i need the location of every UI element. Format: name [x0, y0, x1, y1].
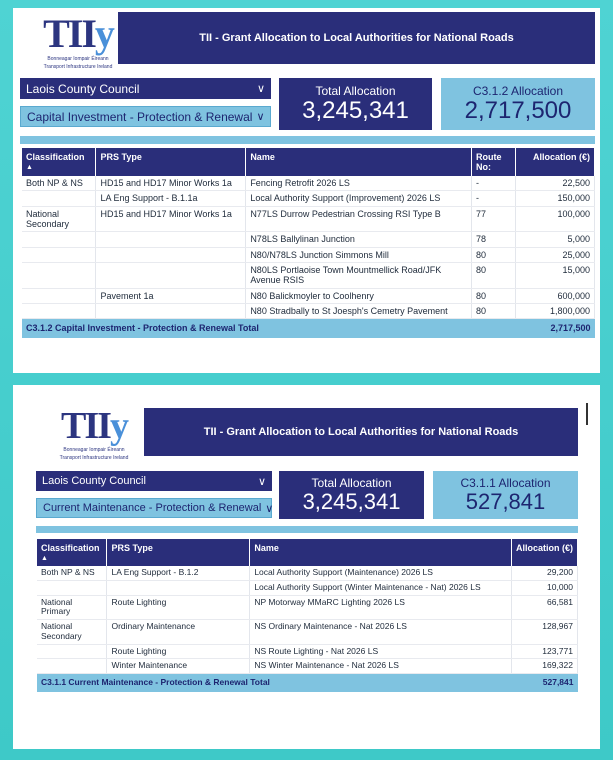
cell-prs: Route Lighting [107, 595, 250, 620]
cell-route: 80 [472, 247, 516, 262]
cell-allocation: 66,581 [511, 595, 577, 620]
cell-prs [96, 247, 246, 262]
cell-classification [37, 644, 107, 659]
cell-name: N80 Stradbally to St Joesph's Cemetry Pavement [246, 304, 472, 319]
sub-allocation-value: 527,841 [465, 488, 546, 514]
cell-allocation: 123,771 [511, 644, 577, 659]
table-row [22, 304, 595, 319]
allocation-table [37, 539, 578, 692]
table-row [22, 191, 595, 206]
page-title: TII - Grant Allocation to Local Authorities for National Roads [144, 408, 578, 456]
tii-logo [35, 11, 121, 70]
col-header-prs-type[interactable]: PRS Type [107, 539, 250, 566]
cell-prs: HD15 and HD17 Minor Works 1a [96, 176, 246, 191]
table-row [22, 232, 595, 247]
cell-name: NS Winter Maintenance - Nat 2026 LS [250, 659, 512, 674]
cell-prs [107, 580, 250, 595]
table-total-row [22, 319, 595, 338]
current-maintenance-panel [13, 385, 600, 749]
chevron-down-icon: ∨ [256, 83, 265, 95]
table-row [37, 580, 578, 595]
cell-prs [96, 232, 246, 247]
cell-route: 80 [472, 304, 516, 319]
cell-prs: Ordinary Maintenance [107, 620, 250, 645]
council-filter-dropdown[interactable] [36, 471, 272, 491]
cell-classification [37, 659, 107, 674]
sort-up-icon: ▲ [26, 164, 33, 171]
sub-allocation-label: C3.1.2 Allocation [472, 83, 564, 98]
cell-allocation: 600,000 [516, 288, 595, 303]
council-filter-dropdown[interactable] [20, 78, 271, 99]
total-allocation-label: Total Allocation [311, 475, 392, 490]
cell-allocation: 5,000 [516, 232, 595, 247]
total-allocation-card [279, 471, 424, 519]
logo-subtitle-english: Transport Infrastructure Ireland [43, 64, 113, 70]
category-filter-value: Capital Investment - Protection & Renewal [27, 109, 253, 124]
col-header-classification[interactable]: Classification ▲ [37, 539, 107, 566]
sub-allocation-card [433, 471, 578, 519]
cell-route: 78 [472, 232, 516, 247]
cell-route: 80 [472, 263, 516, 289]
cell-name: Local Authority Support (Winter Maintenance - Nat) 2026 LS [250, 580, 512, 595]
cell-allocation: 25,000 [516, 247, 595, 262]
col-header-prs-type[interactable]: PRS Type [96, 148, 246, 176]
total-allocation-value: 3,245,341 [302, 96, 409, 124]
table-total-row [37, 674, 578, 692]
cell-prs: HD15 and HD17 Minor Works 1a [96, 206, 246, 232]
table-row [37, 644, 578, 659]
cell-route: 80 [472, 288, 516, 303]
tii-logo-mark: TII y [43, 11, 113, 56]
cell-classification [22, 191, 96, 206]
col-header-route[interactable]: Route No: [472, 148, 516, 176]
cell-name: Local Authority Support (Maintenance) 2026 LS [250, 566, 512, 580]
logo-subtitle-irish: Bonneagar Iompair Éireann [47, 56, 109, 62]
table-row [22, 263, 595, 289]
sub-allocation-value: 2,717,500 [464, 96, 572, 124]
cell-name: Local Authority Support (Improvement) 2026 LS [246, 191, 472, 206]
cell-classification [22, 304, 96, 319]
cell-allocation: 15,000 [516, 263, 595, 289]
cell-classification [37, 580, 107, 595]
chevron-down-icon: ∨ [265, 502, 274, 515]
chevron-down-icon: ∨ [257, 475, 266, 488]
cell-prs: LA Eng Support - B.1.1a [96, 191, 246, 206]
cell-name: N78LS Ballylinan Junction [246, 232, 472, 247]
scrollbar-thumb[interactable] [586, 403, 588, 425]
tii-logo-mark: TII y [61, 405, 127, 447]
council-filter-value: Laois County Council [26, 81, 140, 96]
total-row-value: 527,841 [511, 674, 577, 692]
table-row [22, 206, 595, 232]
total-allocation-label: Total Allocation [315, 83, 396, 98]
cell-name: NP Motorway MMaRC Lighting 2026 LS [250, 595, 512, 620]
sort-up-icon: ▲ [41, 555, 48, 562]
cell-classification: National Secondary [22, 206, 96, 232]
chevron-down-icon: ∨ [256, 111, 265, 123]
table-row [37, 659, 578, 674]
cell-allocation: 169,322 [511, 659, 577, 674]
council-filter-value: Laois County Council [42, 475, 146, 487]
cell-classification: Both NP & NS [37, 566, 107, 580]
allocation-table [22, 148, 595, 338]
total-row-label: C3.1.2 Capital Investment - Protection & Renewal Total [22, 319, 516, 338]
col-header-allocation[interactable]: Allocation (€) [516, 148, 595, 176]
col-header-classification[interactable]: Classification ▲ [22, 148, 96, 176]
category-filter-dropdown[interactable] [36, 498, 272, 518]
cell-route: - [472, 191, 516, 206]
cell-allocation: 10,000 [511, 580, 577, 595]
cell-classification [22, 247, 96, 262]
cell-classification [22, 232, 96, 247]
cell-name: N80/N78LS Junction Simmons Mill [246, 247, 472, 262]
cell-route: - [472, 176, 516, 191]
logo-subtitle-english: Transport Infrastructure Ireland [59, 455, 129, 461]
total-allocation-value: 3,245,341 [302, 488, 401, 514]
cell-prs: Winter Maintenance [107, 659, 250, 674]
table-row [22, 288, 595, 303]
col-header-allocation[interactable]: Allocation (€) [511, 539, 577, 566]
cell-name: N80 Balickmoyler to Coolhenry [246, 288, 472, 303]
cell-route: 77 [472, 206, 516, 232]
logo-subtitle-irish: Bonneagar Iompair Éireann [63, 447, 125, 453]
cell-name: Fencing Retrofit 2026 LS [246, 176, 472, 191]
table-row [37, 566, 578, 580]
cell-prs: LA Eng Support - B.1.2 [107, 566, 250, 580]
cell-name: NS Ordinary Maintenance - Nat 2026 LS [250, 620, 512, 645]
cell-allocation: 22,500 [516, 176, 595, 191]
cell-prs [96, 263, 246, 289]
category-filter-value: Current Maintenance - Protection & Renewal [43, 502, 262, 514]
cell-allocation: 128,967 [511, 620, 577, 645]
sub-allocation-card [441, 78, 595, 130]
capital-investment-panel [13, 8, 600, 373]
divider-strip [36, 526, 578, 533]
cell-allocation: 150,000 [516, 191, 595, 206]
table-row [37, 620, 578, 645]
page-title: TII - Grant Allocation to Local Authorities for National Roads [118, 12, 595, 64]
cell-name: NS Route Lighting - Nat 2026 LS [250, 644, 512, 659]
cell-classification: Both NP & NS [22, 176, 96, 191]
cell-name: N80LS Portlaoise Town Mountmellick Road/JFK Avenue RSIS [246, 263, 472, 289]
divider-strip [20, 136, 595, 144]
cell-prs: Pavement 1a [96, 288, 246, 303]
cell-prs: Route Lighting [107, 644, 250, 659]
table-row [22, 176, 595, 191]
total-row-label: C3.1.1 Current Maintenance - Protection & Renewal Total [37, 674, 511, 692]
cell-allocation: 29,200 [511, 566, 577, 580]
table-row [37, 595, 578, 620]
sub-allocation-label: C3.1.1 Allocation [460, 475, 551, 490]
table-row [22, 247, 595, 262]
total-allocation-card [279, 78, 432, 130]
cell-classification: National Secondary [37, 620, 107, 645]
col-header-name[interactable]: Name [250, 539, 512, 566]
cell-classification: National Primary [37, 595, 107, 620]
cell-name: N77LS Durrow Pedestrian Crossing RSI Type B [246, 206, 472, 232]
cell-classification [22, 263, 96, 289]
cell-allocation: 100,000 [516, 206, 595, 232]
cell-classification [22, 288, 96, 303]
category-filter-dropdown[interactable] [20, 106, 271, 127]
cell-prs [96, 304, 246, 319]
tii-logo [51, 407, 137, 461]
total-row-value: 2,717,500 [516, 319, 595, 338]
cell-allocation: 1,800,000 [516, 304, 595, 319]
col-header-name[interactable]: Name [246, 148, 472, 176]
